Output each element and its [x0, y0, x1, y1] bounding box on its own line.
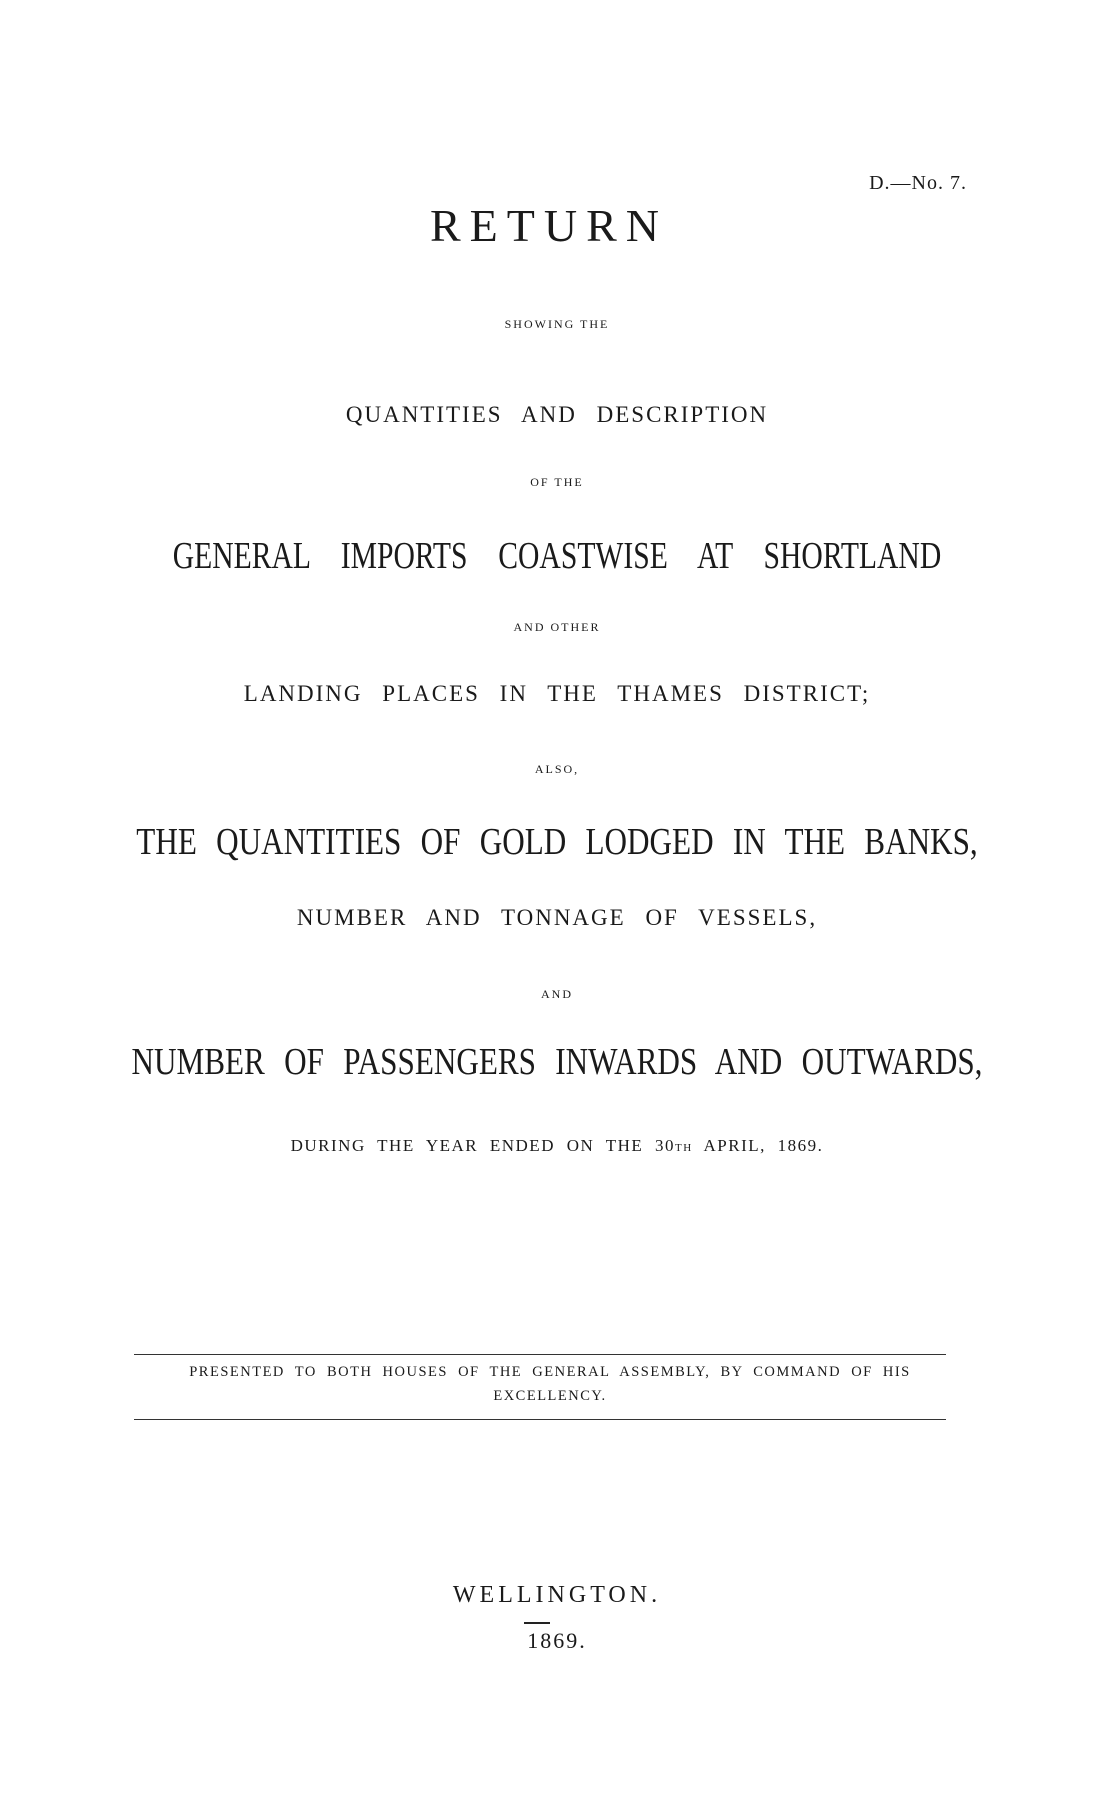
- bottom-rule: [134, 1419, 946, 1420]
- page-title: RETURN: [430, 200, 668, 251]
- quantities-description-heading: QUANTITIES AND DESCRIPTION: [345, 402, 769, 427]
- gold-lodged-heading: THE QUANTITIES OF GOLD LODGED IN THE BANKS,: [136, 821, 978, 863]
- document-reference: D.—No. 7.: [869, 172, 967, 194]
- presented-notice: PRESENTED TO BOTH HOUSES OF THE GENERAL ASSEMBLY, BY COMMAND OF HIS EXCELLENCY.: [189, 1364, 911, 1404]
- and-line: AND: [541, 987, 573, 1001]
- general-imports-heading: GENERAL IMPORTS COASTWISE AT SHORTLAND: [172, 535, 942, 577]
- and-other-line: AND OTHER: [513, 620, 601, 634]
- landing-places-heading: LANDING PLACES IN THE THAMES DISTRICT;: [243, 681, 871, 706]
- year-ended-superscript: TH: [675, 1142, 693, 1154]
- year-ended-prefix: DURING THE YEAR ENDED ON THE 30: [290, 1136, 676, 1155]
- vessels-heading: NUMBER AND TONNAGE OF VESSELS,: [296, 905, 818, 930]
- publication-year: 1869.: [527, 1628, 587, 1653]
- top-rule: [134, 1354, 946, 1355]
- of-the-line: OF THE: [530, 475, 584, 489]
- year-ended-suffix: APRIL, 1869.: [692, 1136, 824, 1155]
- passengers-heading: NUMBER OF PASSENGERS INWARDS AND OUTWARDS,: [131, 1041, 983, 1083]
- also-line: ALSO,: [534, 762, 580, 776]
- separator-dash: [524, 1622, 550, 1624]
- showing-the-line: SHOWING THE: [504, 317, 610, 331]
- publication-place: WELLINGTON.: [452, 1582, 662, 1608]
- year-ended-line: [0, 1137, 1114, 1154]
